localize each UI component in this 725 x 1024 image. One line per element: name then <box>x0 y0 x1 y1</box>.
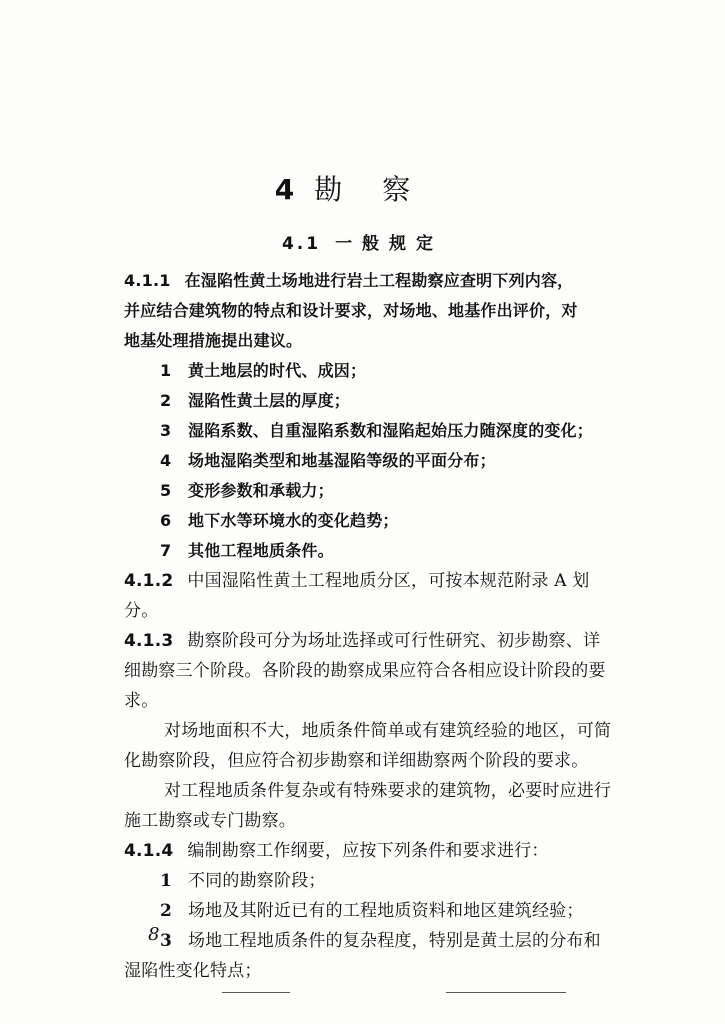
list-item <box>124 866 632 896</box>
item-text: 黄土地层的时代、成因； <box>188 361 367 380</box>
chapter-number: 4 <box>274 173 297 206</box>
item-text: 其他工程地质条件。 <box>188 541 334 560</box>
clause-number: 4.1.2 <box>124 571 174 591</box>
list-item <box>124 446 632 476</box>
item-number: 4 <box>160 451 172 470</box>
item-text: 场地工程地质条件的复杂程度，特别是黄土层的分布和 <box>188 931 601 951</box>
clause-4-1-3-line-1 <box>124 626 632 656</box>
item-number: 1 <box>160 361 172 380</box>
clause-4-1-3-para2-line-1: 对场地面积不大，地质条件简单或有建筑经验的地区，可简 <box>164 721 612 741</box>
item-number: 3 <box>160 931 173 951</box>
footer-rule-right <box>446 992 566 993</box>
clause-4-1-3-line-2: 细勘察三个阶段。各阶段的勘察成果应符合各相应设计阶段的要 <box>124 661 606 681</box>
clause-number: 4.1.4 <box>124 841 174 861</box>
document-body <box>124 266 632 986</box>
item-text: 湿陷系数、自重湿陷系数和湿陷起始压力随深度的变化； <box>188 421 594 440</box>
page-number: 8 <box>148 924 160 945</box>
clause-4-1-3-line-3: 求。 <box>124 691 159 711</box>
clause-number: 4.1.3 <box>124 631 174 651</box>
list-item <box>124 506 632 536</box>
item-text: 变形参数和承载力； <box>188 481 334 500</box>
item-text: 不同的勘察阶段； <box>188 871 326 891</box>
item-text: 湿陷性黄土层的厚度； <box>188 391 351 410</box>
clause-4-1-3-para3-line-1: 对工程地质条件复杂或有特殊要求的建筑物，必要时应进行 <box>164 781 612 801</box>
list-item <box>124 536 632 566</box>
chapter-title: 勘察 <box>314 173 451 206</box>
item-number: 2 <box>160 391 172 410</box>
list-item <box>124 476 632 506</box>
item-number: 3 <box>160 421 172 440</box>
clause-4-1-2-line-1 <box>124 566 632 596</box>
list-item <box>124 356 632 386</box>
clause-4-1-1-line-1 <box>124 266 632 296</box>
clause-number: 4.1.1 <box>124 271 171 290</box>
chapter-heading <box>0 168 725 208</box>
item-number: 1 <box>160 871 173 891</box>
list-item <box>124 896 632 926</box>
item-number: 6 <box>160 511 172 530</box>
clause-4-1-3-para2-line-2: 化勘察阶段，但应符合初步勘察和详细勘察两个阶段的要求。 <box>124 751 589 771</box>
item-text: 地下水等环境水的变化趋势； <box>188 511 399 530</box>
item-number: 7 <box>160 541 172 560</box>
clause-4-1-4-continuation: 湿陷性变化特点； <box>124 961 262 981</box>
item-text: 场地湿陷类型和地基湿陷等级的平面分布； <box>188 451 496 470</box>
clause-4-1-3-para3-line-2: 施工勘察或专门勘察。 <box>124 811 296 831</box>
clause-text: 勘察阶段可分为场址选择或可行性研究、初步勘察、详 <box>187 631 601 651</box>
clause-text: 编制勘察工作纲要，应按下列条件和要求进行： <box>187 841 549 861</box>
footer-rule-left <box>222 992 290 993</box>
clause-text: 在湿陷性黄土场地进行岩土工程勘察应查明下列内容， <box>184 271 574 290</box>
clause-text: 中国湿陷性黄土工程地质分区，可按本规范附录 A 划 <box>187 571 590 591</box>
section-heading <box>0 229 725 254</box>
list-item <box>124 416 632 446</box>
list-item <box>124 386 632 416</box>
item-number: 2 <box>160 901 173 921</box>
clause-4-1-4-line-1 <box>124 836 632 866</box>
list-item <box>124 926 632 956</box>
clause-4-1-1-line-2: 并应结合建筑物的特点和设计要求，对场地、地基作出评价，对 <box>124 301 578 320</box>
section-number: 4.1 <box>281 234 322 254</box>
clause-4-1-1-line-3: 地基处理措施提出建议。 <box>124 331 303 350</box>
item-text: 场地及其附近已有的工程地质资料和地区建筑经验； <box>188 901 584 921</box>
item-number: 5 <box>160 481 172 500</box>
clause-4-1-2-line-2: 分。 <box>124 601 159 621</box>
section-title: 一般规定 <box>335 234 444 254</box>
